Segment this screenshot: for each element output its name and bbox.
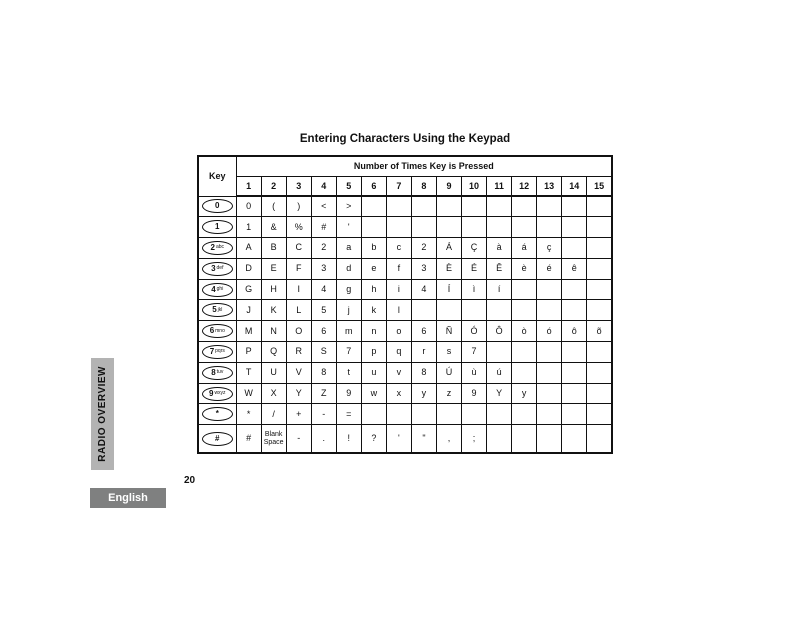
- char-cell: S: [311, 342, 336, 363]
- char-cell: [587, 279, 612, 300]
- char-cell: [562, 342, 587, 363]
- char-cell: +: [286, 404, 311, 425]
- char-cell: Í: [436, 279, 461, 300]
- keypad-key-icon-#: [202, 432, 233, 446]
- char-cell: [537, 217, 562, 238]
- table-row-key-7: [198, 342, 612, 363]
- char-cell: [462, 300, 487, 321]
- key-digit: 7: [209, 346, 215, 356]
- char-cell: y: [512, 383, 537, 404]
- char-cell: h: [361, 279, 386, 300]
- keypad-key-icon-8: [202, 366, 233, 380]
- press-count-header-10: 10: [462, 176, 487, 196]
- char-cell: Y: [487, 383, 512, 404]
- char-cell: Q: [261, 342, 286, 363]
- char-cell: X: [261, 383, 286, 404]
- char-cell: í: [487, 279, 512, 300]
- char-cell: [537, 300, 562, 321]
- keypad-key-icon-6: [202, 324, 233, 338]
- table-row-key-0: [198, 196, 612, 217]
- char-cell: ì: [462, 279, 487, 300]
- char-cell: [361, 196, 386, 217]
- char-cell: R: [286, 342, 311, 363]
- key-letters: abc: [215, 244, 225, 251]
- char-cell: 2: [311, 238, 336, 259]
- char-cell: [562, 404, 587, 425]
- key-column-header: Key: [198, 156, 236, 196]
- char-cell: C: [286, 238, 311, 259]
- char-cell: [537, 425, 562, 453]
- char-cell: [537, 404, 562, 425]
- char-cell: ó: [537, 321, 562, 342]
- char-cell: J: [236, 300, 261, 321]
- char-cell: &: [261, 217, 286, 238]
- char-cell: [386, 217, 411, 238]
- table-row-key-8: [198, 362, 612, 383]
- table-row-key-4: [198, 279, 612, 300]
- char-cell: [512, 300, 537, 321]
- table-row-key-2: [198, 238, 612, 259]
- key-letters: tuv: [216, 369, 224, 376]
- char-cell: 8: [411, 362, 436, 383]
- char-cell: [587, 300, 612, 321]
- press-count-header-7: 7: [386, 176, 411, 196]
- char-cell: [436, 217, 461, 238]
- key-digit: 9: [208, 388, 214, 398]
- char-cell: [537, 383, 562, 404]
- char-cell: M: [236, 321, 261, 342]
- key-digit: 1: [215, 222, 220, 232]
- char-cell: [411, 217, 436, 238]
- char-cell: [487, 217, 512, 238]
- char-cell: 6: [411, 321, 436, 342]
- char-cell: f: [386, 258, 411, 279]
- char-cell: #: [311, 217, 336, 238]
- char-cell: 3: [411, 258, 436, 279]
- char-cell: a: [336, 238, 361, 259]
- press-count-header-2: 2: [261, 176, 286, 196]
- char-cell: ): [286, 196, 311, 217]
- char-cell: [587, 404, 612, 425]
- keypad-key-icon-1: [202, 220, 233, 234]
- keypad-key-icon-9: [202, 387, 233, 401]
- key-cell-2: [198, 238, 236, 259]
- char-cell: r: [411, 342, 436, 363]
- char-cell: Ê: [487, 258, 512, 279]
- press-count-header-15: 15: [587, 176, 612, 196]
- char-cell: >: [336, 196, 361, 217]
- char-cell: [562, 425, 587, 453]
- table-row-key-*: [198, 404, 612, 425]
- char-cell: #: [236, 425, 261, 453]
- char-cell: È: [436, 258, 461, 279]
- key-letters: wxyz: [214, 390, 226, 397]
- char-cell: [562, 217, 587, 238]
- char-cell: [462, 217, 487, 238]
- press-count-header-13: 13: [537, 176, 562, 196]
- char-cell: [512, 404, 537, 425]
- char-cell: 7: [462, 342, 487, 363]
- key-cell-0: [198, 196, 236, 217]
- char-cell: i: [386, 279, 411, 300]
- keypad-key-icon-4: [202, 283, 233, 297]
- char-cell: K: [261, 300, 286, 321]
- char-cell: [562, 300, 587, 321]
- char-cell: Á: [436, 238, 461, 259]
- char-cell: ;: [462, 425, 487, 453]
- language-badge-label: English: [108, 492, 148, 504]
- char-cell: 4: [311, 279, 336, 300]
- char-cell: [411, 300, 436, 321]
- char-cell: %: [286, 217, 311, 238]
- keypad-key-icon-5: [202, 303, 233, 317]
- char-cell: -: [311, 404, 336, 425]
- char-cell: [487, 425, 512, 453]
- press-count-header-1: 1: [236, 176, 261, 196]
- keypad-key-icon-*: [202, 407, 233, 421]
- key-cell-8: [198, 362, 236, 383]
- char-cell: [562, 196, 587, 217]
- char-cell: w: [361, 383, 386, 404]
- char-cell: U: [261, 362, 286, 383]
- char-cell: Ú: [436, 362, 461, 383]
- char-cell: [487, 300, 512, 321]
- char-cell: 6: [311, 321, 336, 342]
- char-cell: õ: [587, 321, 612, 342]
- key-digit: #: [215, 433, 220, 443]
- key-letters: def: [216, 265, 224, 272]
- char-cell: ê: [562, 258, 587, 279]
- char-cell: x: [386, 383, 411, 404]
- char-cell: [361, 217, 386, 238]
- char-cell: N: [261, 321, 286, 342]
- keypad-character-table: [197, 155, 613, 454]
- key-cell-#: [198, 425, 236, 453]
- char-cell: Ç: [462, 238, 487, 259]
- char-cell: [587, 196, 612, 217]
- language-badge: [90, 488, 166, 508]
- key-cell-3: [198, 258, 236, 279]
- char-cell: [436, 300, 461, 321]
- char-cell: z: [436, 383, 461, 404]
- char-cell: 9: [462, 383, 487, 404]
- char-cell: ô: [562, 321, 587, 342]
- press-count-header-11: 11: [487, 176, 512, 196]
- char-cell: O: [286, 321, 311, 342]
- char-cell: [587, 342, 612, 363]
- char-cell: [462, 196, 487, 217]
- table-row-key-6: [198, 321, 612, 342]
- page-title: Entering Characters Using the Keypad: [299, 133, 511, 145]
- char-cell: W: [236, 383, 261, 404]
- key-digit: 3: [211, 263, 216, 273]
- char-cell: 8: [311, 362, 336, 383]
- char-cell: t: [336, 362, 361, 383]
- keypad-key-icon-2: [202, 241, 233, 255]
- keypad-key-icon-3: [202, 262, 233, 276]
- char-cell: [512, 425, 537, 453]
- char-cell: E: [261, 258, 286, 279]
- press-count-header-9: 9: [436, 176, 461, 196]
- char-cell: [361, 404, 386, 425]
- char-cell: p: [361, 342, 386, 363]
- char-cell: ç: [537, 238, 562, 259]
- char-cell: I: [286, 279, 311, 300]
- table-row-key-1: [198, 217, 612, 238]
- char-cell: G: [236, 279, 261, 300]
- char-cell: <: [311, 196, 336, 217]
- char-cell: 5: [311, 300, 336, 321]
- key-cell-*: [198, 404, 236, 425]
- char-cell: Ñ: [436, 321, 461, 342]
- char-cell: [512, 196, 537, 217]
- press-count-header-4: 4: [311, 176, 336, 196]
- char-cell: V: [286, 362, 311, 383]
- char-cell: ,: [436, 425, 461, 453]
- char-cell: [462, 404, 487, 425]
- char-cell: [587, 383, 612, 404]
- char-cell: y: [411, 383, 436, 404]
- char-cell: [386, 404, 411, 425]
- char-cell: [562, 383, 587, 404]
- char-cell: m: [336, 321, 361, 342]
- char-cell: 9: [336, 383, 361, 404]
- char-cell: Z: [311, 383, 336, 404]
- char-cell: 3: [311, 258, 336, 279]
- key-letters: jkl: [217, 306, 223, 313]
- char-cell: 0: [236, 196, 261, 217]
- char-cell: L: [286, 300, 311, 321]
- page-number: 20: [184, 475, 196, 486]
- char-cell: [436, 196, 461, 217]
- char-cell: n: [361, 321, 386, 342]
- press-count-header-8: 8: [411, 176, 436, 196]
- char-cell: [411, 404, 436, 425]
- key-digit: 4: [211, 284, 216, 294]
- char-cell: 7: [336, 342, 361, 363]
- char-cell: Y: [286, 383, 311, 404]
- char-cell: [386, 196, 411, 217]
- char-cell: [512, 279, 537, 300]
- char-cell: B: [261, 238, 286, 259]
- char-cell: Ô: [487, 321, 512, 342]
- key-digit: 8: [211, 367, 216, 377]
- keypad-key-icon-0: [202, 199, 233, 213]
- char-cell: [587, 258, 612, 279]
- char-cell: 2: [411, 238, 436, 259]
- section-tab: [91, 358, 114, 470]
- char-cell: q: [386, 342, 411, 363]
- char-cell: [587, 362, 612, 383]
- char-cell: D: [236, 258, 261, 279]
- key-letters: mno: [215, 327, 225, 334]
- char-cell: v: [386, 362, 411, 383]
- char-cell: =: [336, 404, 361, 425]
- char-cell: [512, 362, 537, 383]
- char-cell: Ó: [462, 321, 487, 342]
- char-cell: g: [336, 279, 361, 300]
- char-cell: k: [361, 300, 386, 321]
- key-cell-7: [198, 342, 236, 363]
- char-cell: j: [336, 300, 361, 321]
- table-header-row-counts: [198, 176, 612, 196]
- char-cell: ': [386, 425, 411, 453]
- char-cell: [512, 342, 537, 363]
- table-row-key-#: [198, 425, 612, 453]
- char-cell: l: [386, 300, 411, 321]
- table-row-key-9: [198, 383, 612, 404]
- table-row-key-3: [198, 258, 612, 279]
- char-cell: é: [537, 258, 562, 279]
- key-cell-5: [198, 300, 236, 321]
- char-cell: ú: [487, 362, 512, 383]
- char-cell: [537, 342, 562, 363]
- char-cell: u: [361, 362, 386, 383]
- char-cell: [562, 279, 587, 300]
- char-cell: /: [261, 404, 286, 425]
- key-cell-9: [198, 383, 236, 404]
- char-cell: ': [336, 217, 361, 238]
- char-cell: [587, 238, 612, 259]
- char-cell: [487, 404, 512, 425]
- section-tab-label: RADIO OVERVIEW: [97, 366, 108, 462]
- press-count-header-14: 14: [562, 176, 587, 196]
- char-cell: [537, 279, 562, 300]
- char-cell: o: [386, 321, 411, 342]
- key-digit: 5: [212, 305, 217, 315]
- char-cell: ò: [512, 321, 537, 342]
- char-cell: P: [236, 342, 261, 363]
- presses-span-header: Number of Times Key is Pressed: [236, 156, 612, 176]
- key-letters: pqrs: [215, 348, 225, 355]
- key-digit: 6: [209, 326, 215, 336]
- char-cell: [562, 238, 587, 259]
- char-cell: A: [236, 238, 261, 259]
- char-cell: .: [311, 425, 336, 453]
- char-cell: !: [336, 425, 361, 453]
- char-cell: [537, 362, 562, 383]
- char-cell: [512, 217, 537, 238]
- char-cell: ?: [361, 425, 386, 453]
- key-letters: ghi: [216, 286, 224, 293]
- key-digit: 2: [210, 242, 215, 252]
- char-cell: (: [261, 196, 286, 217]
- char-cell: 1: [236, 217, 261, 238]
- press-count-header-6: 6: [361, 176, 386, 196]
- key-cell-1: [198, 217, 236, 238]
- key-digit: 0: [215, 201, 220, 211]
- char-cell: b: [361, 238, 386, 259]
- char-cell: H: [261, 279, 286, 300]
- char-cell: *: [236, 404, 261, 425]
- char-cell: [436, 404, 461, 425]
- press-count-header-12: 12: [512, 176, 537, 196]
- char-cell: Blank Space: [261, 425, 286, 453]
- press-count-header-5: 5: [336, 176, 361, 196]
- table-row-key-5: [198, 300, 612, 321]
- char-cell: T: [236, 362, 261, 383]
- char-cell: [537, 196, 562, 217]
- char-cell: F: [286, 258, 311, 279]
- char-cell: è: [512, 258, 537, 279]
- char-cell: É: [462, 258, 487, 279]
- press-count-header-3: 3: [286, 176, 311, 196]
- char-cell: [487, 342, 512, 363]
- char-cell: [562, 362, 587, 383]
- char-cell: d: [336, 258, 361, 279]
- table-header-row-span: [198, 156, 612, 176]
- char-cell: ù: [462, 362, 487, 383]
- char-cell: s: [436, 342, 461, 363]
- key-cell-6: [198, 321, 236, 342]
- key-digit: *: [215, 409, 219, 419]
- char-cell: -: [286, 425, 311, 453]
- key-cell-4: [198, 279, 236, 300]
- char-cell: e: [361, 258, 386, 279]
- char-cell: ": [411, 425, 436, 453]
- char-cell: [587, 425, 612, 453]
- char-cell: [587, 217, 612, 238]
- char-cell: á: [512, 238, 537, 259]
- char-cell: à: [487, 238, 512, 259]
- char-cell: c: [386, 238, 411, 259]
- char-cell: [411, 196, 436, 217]
- keypad-key-icon-7: [202, 345, 233, 359]
- char-cell: 4: [411, 279, 436, 300]
- char-cell: [487, 196, 512, 217]
